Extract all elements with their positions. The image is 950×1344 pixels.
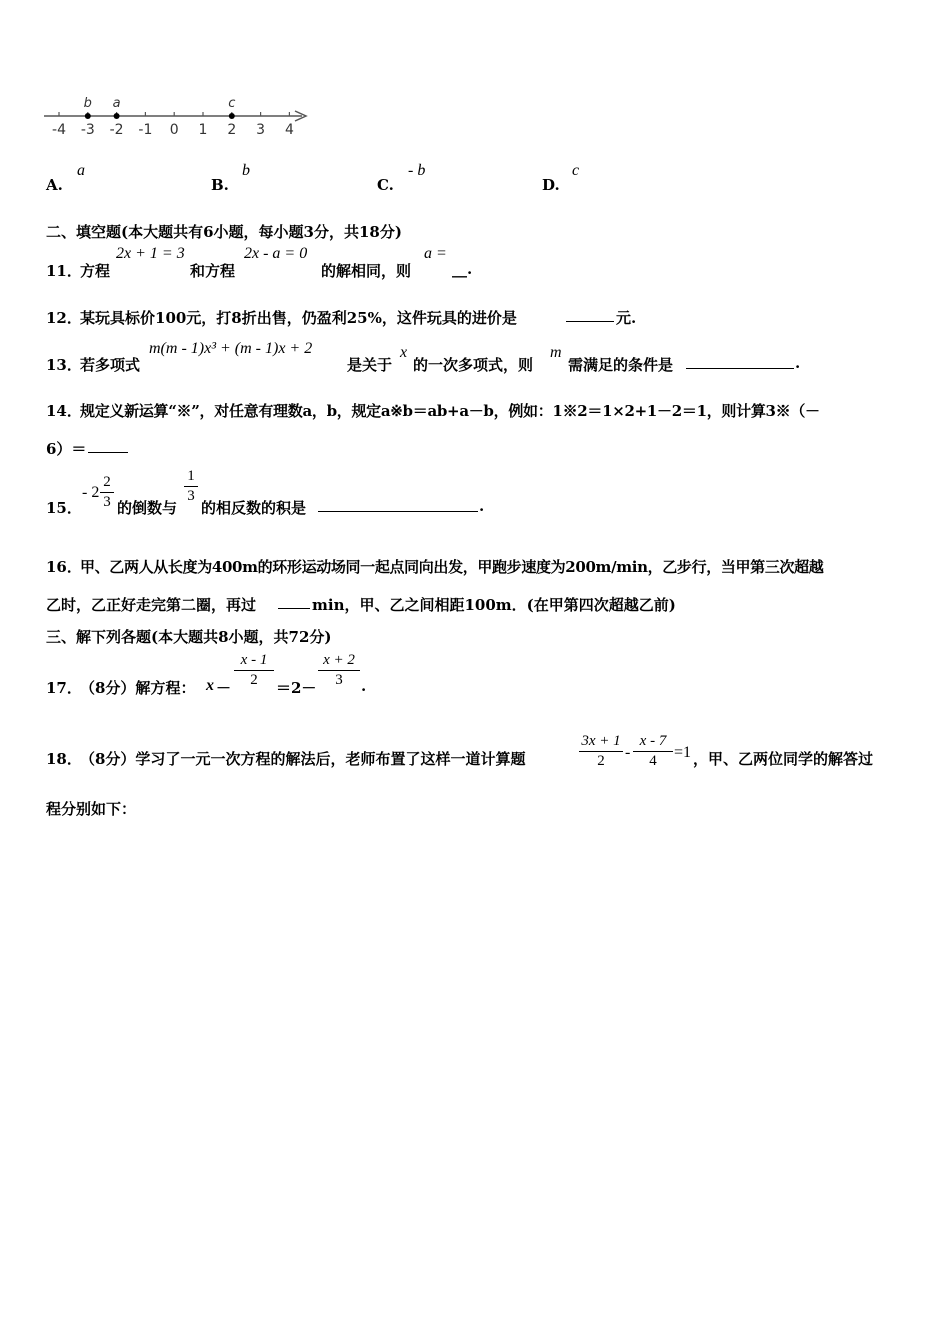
q16-number: 16． (46, 558, 82, 576)
q13-var-m: m (550, 344, 562, 361)
number-line-point-label-c: c (228, 96, 236, 111)
option-c-value: - b (408, 162, 426, 179)
q13-text-3: 的一次多项式，则 (413, 356, 534, 374)
q13-number: 13． (46, 356, 82, 374)
q15-text-1: 的倒数与 (117, 499, 178, 517)
q17-number: 17． (46, 679, 82, 697)
number-line-point-b (85, 113, 91, 119)
q17-tail: . (361, 677, 367, 695)
option-a-letter: A. (46, 176, 63, 194)
q15-denominator: 3 (187, 488, 195, 504)
fraction-bar (318, 670, 360, 671)
q14-line-2: 6）＝ (46, 440, 87, 458)
q18-text-1: （8分）学习了一元一次方程的解法后，老师布置了这样一道计算题 (80, 750, 526, 768)
q15-number: 15． (46, 499, 82, 517)
q15-fraction (184, 468, 198, 505)
q13-text-1: 若多项式 (80, 356, 141, 374)
q14-answer-blank (88, 438, 128, 453)
q18-f2-denominator: 4 (649, 753, 657, 769)
q18-minus: - (625, 744, 631, 761)
q11-equation-1: 2x + 1 = 3 (116, 245, 185, 262)
q15-mixed-fraction (100, 474, 114, 511)
q14-number: 14． (46, 402, 82, 420)
q15-tail: . (479, 497, 485, 515)
number-line-tick-label: 1 (198, 122, 208, 138)
q13-text-2: 是关于 (347, 356, 393, 374)
q18-fraction-2 (633, 733, 673, 770)
q16-line-1: 甲、乙两人从长度为400m的环形运动场同一起点同向出发，甲跑步速度为200m/min，乙步行，当甲第三次超越 (80, 558, 824, 576)
option-b-value: b (242, 162, 250, 179)
option-a-value: a (77, 162, 85, 179)
q17-fraction-2 (318, 652, 360, 689)
q18-line-2: 程分别如下： (46, 800, 137, 818)
fraction-bar (579, 751, 623, 752)
q18-fraction-1 (579, 733, 623, 770)
q14-line-1: 规定义新运算“※”，对任意有理数a，b，规定a※b＝ab+a－b，例如：1※2＝1×2+1－2＝1，则计算3※（－ (80, 402, 820, 420)
q15-answer-blank (318, 497, 478, 512)
q13-polynomial: m(m - 1)x³ + (m - 1)x + 2 (149, 340, 313, 357)
number-line-tick-label: 0 (169, 122, 179, 138)
q17-f1-denominator: 2 (250, 672, 258, 688)
option-d-value: c (572, 162, 580, 179)
fraction-bar (633, 751, 673, 752)
q15-mixed-numerator: 2 (103, 474, 111, 490)
number-line-tick-label: -4 (52, 122, 66, 138)
fraction-bar (184, 486, 198, 487)
number-line-tick-label: 3 (256, 122, 266, 138)
q18-equals: =1 (674, 744, 692, 761)
q13-var-x: x (400, 344, 408, 361)
q17-var-x: x (206, 677, 214, 694)
q12-answer-blank (566, 307, 614, 322)
q18-f2-numerator: x - 7 (639, 733, 667, 749)
q16-answer-blank (278, 594, 310, 609)
number-line-point-a (114, 113, 120, 119)
q17-fraction-1 (234, 652, 274, 689)
q17-minus: － (216, 679, 232, 697)
fraction-bar (100, 492, 114, 493)
q18-f1-numerator: 3x + 1 (581, 733, 621, 749)
number-line-tick-label: -3 (80, 122, 95, 138)
option-d-letter: D. (542, 176, 560, 194)
q13-tail: . (795, 354, 801, 372)
q13-text-4: 需满足的条件是 (568, 356, 674, 374)
section-2-heading: 二、填空题(本大题共有6小题，每小题3分，共18分) (46, 223, 402, 241)
section-3-heading: 三、解下列各题(本大题共8小题，共72分) (46, 628, 332, 646)
option-c-letter: C. (377, 176, 394, 194)
q12-tail: 元. (616, 309, 637, 327)
q11-text-2: 和方程 (190, 262, 236, 280)
q17-f2-denominator: 3 (335, 672, 343, 688)
q18-f1-denominator: 2 (597, 753, 605, 769)
q15-numerator: 1 (187, 468, 195, 484)
q11-equation-3: a = (424, 245, 447, 262)
q18-number: 18． (46, 750, 82, 768)
q11-text-3: 的解相同，则 (321, 262, 412, 280)
number-line-point-c (229, 113, 235, 119)
option-b-letter: B. (211, 176, 229, 194)
q16-line-2b: min，甲、乙之间相距100m．(在甲第四次超越乙前) (312, 596, 676, 614)
q17-f2-numerator: x + 2 (323, 652, 355, 668)
q11-equation-2: 2x - a = 0 (244, 245, 308, 262)
number-line-tick-label: -2 (109, 122, 124, 138)
number-line-tick-label: 4 (284, 122, 294, 138)
number-line-tick-label: -1 (138, 122, 153, 138)
q12-text: 某玩具标价100元，打8折出售，仍盈利25%，这件玩具的进价是 (80, 309, 517, 327)
q12-number: 12． (46, 309, 82, 327)
q17-equals: ＝2－ (276, 679, 317, 697)
number-line-point-label-a: a (112, 96, 121, 111)
number-line-point-label-b: b (83, 96, 92, 111)
q17-f1-numerator: x - 1 (240, 652, 268, 668)
q11-text-1: 方程 (80, 262, 111, 280)
q15-text-2: 的相反数的积是 (201, 499, 307, 517)
number-line-figure (40, 92, 320, 142)
q13-answer-blank (686, 354, 794, 369)
q18-text-2: ，甲、乙两位同学的解答过 (693, 750, 874, 768)
number-line-tick-label: 2 (227, 122, 237, 138)
q11-number: 11． (46, 262, 82, 280)
q17-text: （8分）解方程： (80, 679, 196, 697)
q11-answer-blank: __. (452, 260, 473, 278)
q15-mixed-whole: - 2 (82, 484, 100, 501)
q16-line-2a: 乙时，乙正好走完第二圈，再过 (46, 596, 257, 614)
q15-mixed-denominator: 3 (103, 494, 111, 510)
fraction-bar (234, 670, 274, 671)
